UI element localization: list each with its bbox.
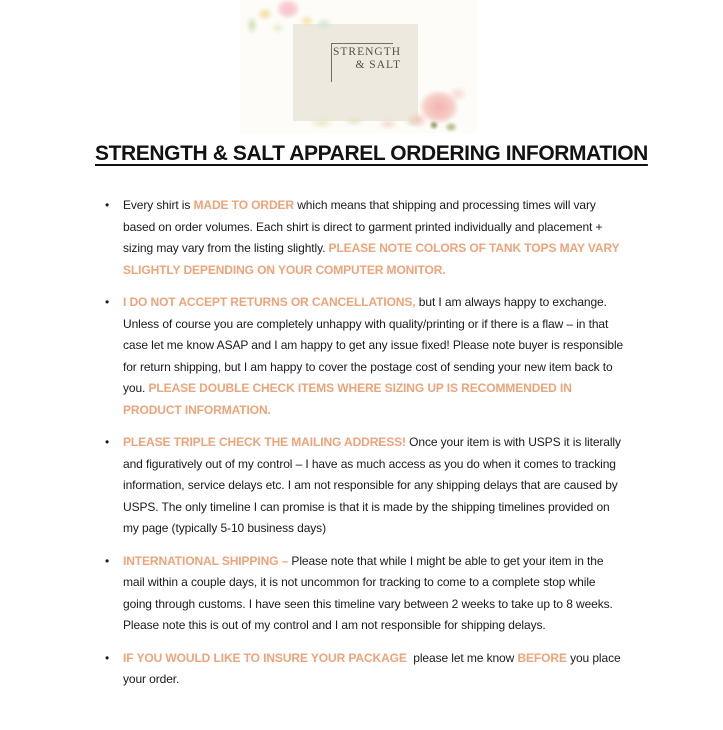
list-item-text (123, 551, 627, 637)
list-item-text (123, 648, 627, 691)
list-item (105, 648, 627, 691)
list-item-text (123, 432, 627, 540)
info-list (95, 195, 627, 691)
logo-wordmark-line2: & SALT (355, 59, 401, 71)
highlighted-text-segment: IF YOU WOULD LIKE TO INSURE YOUR PACKAGE (123, 650, 407, 665)
text-segment: Once your item is with USPS it is literally and figuratively out of my control – I have as much access as you do when it comes to tracking information, service delays etc. I am not responsible for any shipping delays that are caused by USPS. The only timeline I can promise is that it is made by the shipping timelines provided on my page (typically 5-10 business days) (123, 435, 621, 535)
list-item (105, 551, 627, 637)
list-item (105, 432, 627, 540)
list-item-text (123, 292, 627, 421)
bullet-marker: • (105, 198, 110, 212)
list-item (105, 195, 627, 281)
highlighted-text-segment: I DO NOT ACCEPT RETURNS OR CANCELLATIONS, (123, 295, 416, 309)
highlighted-text-segment: PLEASE TRIPLE CHECK THE MAILING ADDRESS! (123, 435, 406, 449)
text-segment: which means that shipping and processing times will vary based on order volumes. Each shirt is direct to garment printed individually and placement + sizing may vary from the listing slightly. (123, 198, 603, 255)
highlighted-text-segment: PLEASE DOUBLE CHECK ITEMS WHERE SIZING UP IS RECOMMENDED IN PRODUCT INFORMATION. (123, 381, 572, 417)
text-segment: but I am always happy to exchange. Unless of course you are completely unhappy with quality/printing or if there is a flaw – in that case let me know ASAP and I am happy to get any issue fixed! Please note buyer is responsible for return shipping, but I am happy to cover the postage cost of sending your new item back to you. (123, 295, 624, 395)
text-segment: Every shirt is (123, 198, 194, 212)
bullet-marker: • (105, 435, 110, 449)
bullet-marker: • (105, 650, 110, 665)
highlighted-text-segment: MADE TO ORDER (193, 198, 294, 212)
logo-wordmark-line1: STRENGTH (333, 46, 402, 58)
highlighted-text-segment: BEFORE (517, 650, 567, 665)
list-item-text (123, 195, 627, 281)
text-segment: Please note that while I might be able to get your item in the mail within a couple days, it is not uncommon for tracking to come to a complete stop while going through customs. I have seen this timeline vary between 2 weeks to take up to 8 weeks. Please note this is out of my control and I am not responsible for shipping delays. (123, 553, 613, 632)
text-segment: you place your order. (123, 650, 621, 686)
text-segment: please let me know (406, 650, 518, 665)
page-title: STRENGTH & SALT APPAREL ORDERING INFORMATION (95, 142, 648, 165)
bullet-marker: • (105, 295, 110, 309)
highlighted-text-segment: INTERNATIONAL SHIPPING – (123, 553, 289, 568)
highlighted-text-segment: PLEASE NOTE COLORS OF TANK TOPS MAY VARY SLIGHTLY DEPENDING ON YOUR COMPUTER MONITOR. (123, 241, 620, 277)
bullet-marker: • (105, 553, 110, 568)
list-item (105, 292, 627, 421)
